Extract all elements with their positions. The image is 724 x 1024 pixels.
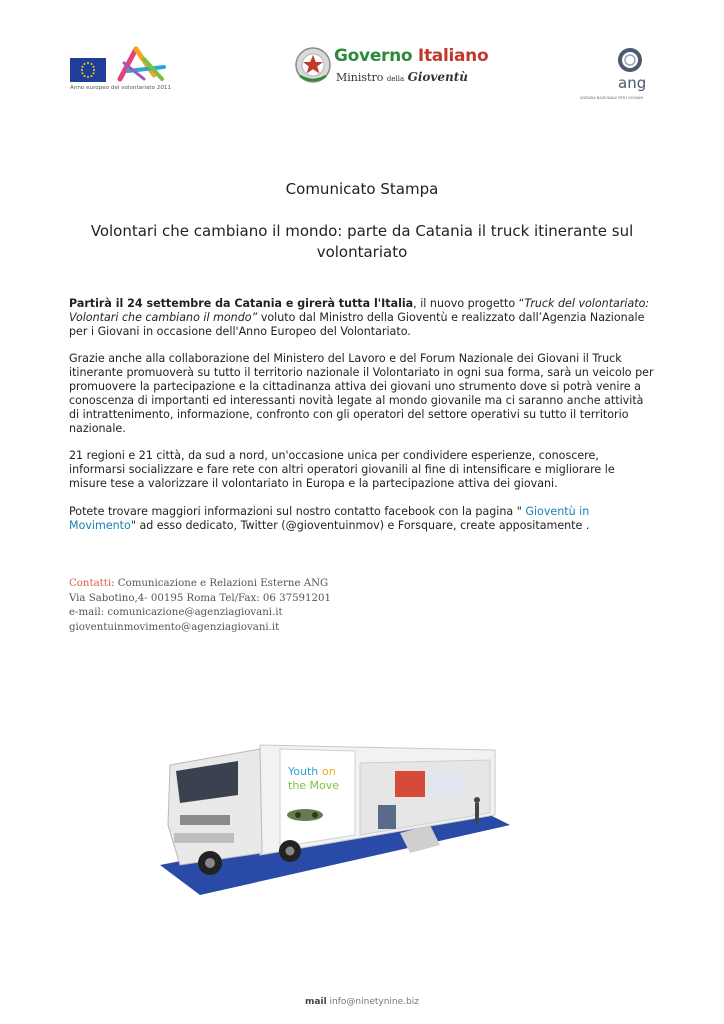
volunteering-mark-icon	[114, 45, 170, 85]
contacts-label: Contatti	[69, 578, 112, 589]
banner-text-on: on	[322, 765, 336, 778]
ang-logo	[580, 44, 650, 100]
truck-banner	[280, 749, 355, 847]
stand-panel-red	[395, 771, 425, 797]
gioventu-in-movimento-link[interactable]: Gioventù in Movimento	[69, 505, 590, 532]
ministro-gioventu-wordmark: Ministro della Gioventù	[336, 70, 469, 84]
paragraph-collaboration: Grazie anche alla collaborazione del Ministero del Lavoro e del Forum Nazionale dei Giovani il Truck itinerante promuoverà su tutto il territorio nazionale il Volontariato in ogni sua forma, sarà un veicolo per promuovere la partecipazione e la cittadinanza attiva dei giovani uno strumento dove si potrà venire a conoscenza di importanti ed interessanti novità legate al mondo giovanile ma ci saranno anche attività di intrattenimento, informazione, confronto con gli operatori del settore operativi su tutto il territorio nazionale.	[69, 352, 654, 435]
ang-caption: AGENZIA NAZIONALE PER I GIOVANI	[580, 96, 643, 100]
intro-text-b: voluto dal Ministro della Gioventù e realizzato dall’Agenzia Nazionale per i Giovani in occasione dell'Anno Europeo del Volontariato.	[69, 311, 645, 338]
ang-mark-icon	[580, 44, 650, 96]
footer-mail-label: mail	[305, 997, 327, 1007]
banner-text-youth: Youth	[288, 765, 319, 778]
info-text-a: Potete trovare maggiori informazioni sul nostro contatto facebook con la pagina "	[69, 505, 526, 518]
contacts-department: : Comunicazione e Relazioni Esterne ANG	[111, 578, 329, 589]
italian-emblem-icon	[294, 44, 332, 86]
governo-italiano-wordmark: Governo Italiano	[334, 46, 489, 66]
footer-mail-address[interactable]: info@ninetynine.biz	[329, 997, 419, 1007]
contacts-block	[69, 577, 331, 635]
contacts-line-1	[69, 577, 331, 592]
banner-text-move: the Move	[288, 779, 340, 792]
eu-volunteering-logo	[70, 45, 200, 95]
svg-text:ang: ang	[618, 74, 647, 92]
paragraph-intro	[69, 297, 654, 339]
intro-text-a: , il nuovo progetto “	[413, 297, 525, 310]
contacts-email[interactable]: e-mail: comunicazione@agenziagiovani.it	[69, 607, 283, 618]
eu-flag-icon	[70, 58, 106, 82]
governo-italiano-logo	[294, 44, 489, 92]
paragraph-info	[69, 505, 654, 533]
contacts-email-2[interactable]: gioventuinmovimento@agenziagiovani.it	[69, 621, 280, 633]
project-name: Truck del volontariato: Volontari che cambiano il mondo”	[69, 297, 650, 324]
page-title: Comunicato Stampa	[285, 180, 439, 198]
footer-mail	[0, 997, 724, 1007]
intro-bold: Partirà il 24 settembre da Catania e girerà tutta l'Italia	[69, 297, 414, 310]
eu-logo-caption: Anno europeo del volontariato 2011	[70, 85, 172, 91]
paragraph-regions: 21 regioni e 21 città, da sud a nord, un'occasione unica per condividere esperienze, conoscere, informarsi socializzare e fare rete con altri operatori giovanili al fine di intensificare e migliorare le misure tese a valorizzare il volontariato in Europa e la partecipazione attiva dei giovani.	[69, 449, 615, 490]
headline: Volontari che cambiano il mondo: parte da Catania il truck itinerante sul volontariato	[90, 222, 634, 261]
contacts-address: Via Sabotino,4- 00195 Roma Tel/Fax: 06 37591201	[69, 592, 331, 604]
volunteering-truck-image	[140, 705, 515, 900]
info-text-b: " ad esso dedicato, Twitter (@gioventuinmov) e Forsquare, create appositamente .	[130, 519, 590, 532]
